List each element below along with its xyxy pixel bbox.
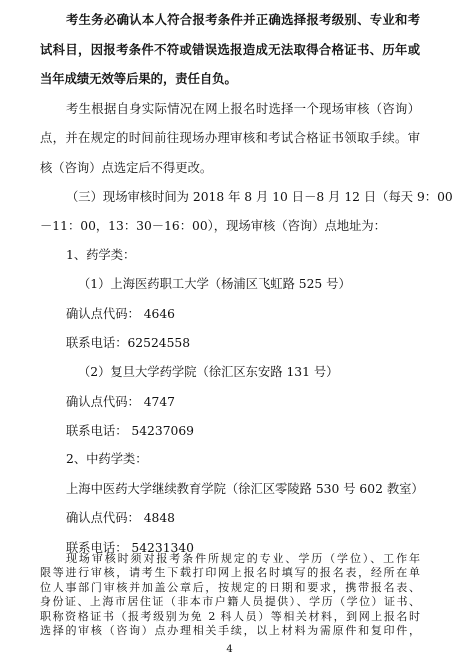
site-1-name: （1）上海医药职工大学（杨浦区飞虹路 525 号） — [78, 277, 351, 291]
paragraph-4-line-1: 现场审核时须对报考条件所规定的专业、学历（学位）、工作年 — [66, 552, 420, 565]
notice-line-3: 当年成绩无效等后果的，责任自负。 — [40, 71, 237, 86]
paragraph-2-line-1: 考生根据自身实际情况在网上报名时选择一个现场审核（咨询） — [66, 102, 420, 116]
section-pharmacy-title: 1、药学类： — [66, 248, 136, 262]
site-3-name: 上海中医药大学继续教育学院（徐汇区零陵路 530 号 602 教室） — [66, 482, 424, 496]
paragraph-4-line-2: 限等进行审核，请考生下载打印网上报名时填写的报名表，经所在单 — [40, 566, 420, 580]
site-2-name: （2）复旦大学药学院（徐汇区东安路 131 号） — [78, 365, 339, 379]
paragraph-2-line-3: 核（咨询）点选定后不得更改。 — [40, 161, 213, 175]
site-1-code: 确认点代码： 4646 — [66, 307, 175, 321]
paragraph-4-line-5: 职称资格证书（报考级别为免 2 科人员）等相关材料，到网上报名时 — [40, 609, 420, 623]
notice-line-1: 考生务必确认本人符合报考条件并正确选择报考级别、专业和考 — [66, 12, 420, 27]
review-time-line-2: －11：00，13：30－16：00），现场审核（咨询）点地址为： — [40, 219, 386, 233]
site-2-code: 确认点代码： 4747 — [66, 395, 175, 409]
site-3-code: 确认点代码： 4848 — [66, 511, 175, 525]
page-number: 4 — [226, 644, 233, 655]
review-time-line-1: （三）现场审核时间为 2018 年 8 月 10 日－8 月 12 日（每天 9：00 — [66, 190, 453, 204]
paragraph-4-line-6: 选择的审核（咨询）点办理相关手续，以上材料为需原件和复印件， — [40, 624, 420, 637]
paragraph-2-line-2: 点，并在规定的时间前往现场办理审核和考试合格证书领取手续。审 — [40, 131, 420, 145]
paragraph-4-line-4: 身份证、上海市居住证（非本市户籍人员提供）、学历（学位）证书、 — [40, 595, 420, 609]
section-tcm-title: 2、中药学类： — [66, 452, 148, 466]
site-2-phone: 联系电话： 54237069 — [66, 424, 194, 438]
site-3-phone: 联系电话： 54231340 — [66, 541, 194, 555]
site-1-phone: 联系电话：62524558 — [66, 336, 191, 350]
paragraph-4-line-3: 位人事部门审核并加盖公章后，按规定的日期和要求，携带报名表、 — [40, 580, 420, 594]
notice-line-2: 试科目，因报考条件不符或错误选报造成无法取得合格证书、历年或 — [40, 42, 420, 57]
